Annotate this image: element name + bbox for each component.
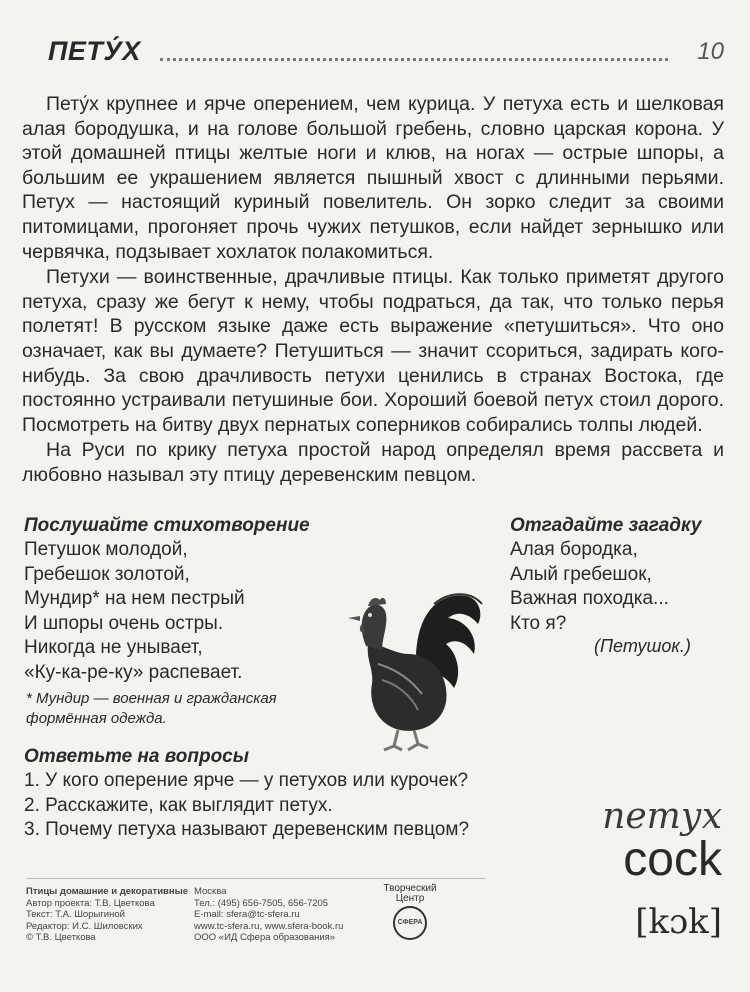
footer-line: © Т.В. Цветкова — [26, 932, 96, 944]
paragraph-1: Пету́х крупнее и ярче оперением, чем курица. У петуха есть и шелковая алая бородушка, и на голове большой гребень, словно царская корона. У этой домашней птицы желтые ноги и клюв, на ногах — острые шпоры, а большим ее украшением является пышный хвост с длинными перьями. Петух — настоящий куриный повелитель. Он зорко следит за своими питомицами, прогоняет прочь чужих петушков, если найдет зернышко или червячка, подзывает хохлаток полакомиться. — [22, 93, 724, 263]
vocab-english-word: cock — [623, 833, 722, 886]
page-number: 10 — [697, 38, 724, 65]
publisher-logo — [370, 884, 450, 934]
footer-series: Птицы домашние и декоративные — [26, 886, 189, 897]
paragraph-3: На Руси по крику петуха простой народ определял время рассвета и любовно называл эту птицу деревенским певцом. — [22, 439, 724, 486]
footer-line: www.tc-sfera.ru, www.sfera-book.ru — [194, 920, 344, 932]
riddle-section — [510, 514, 720, 636]
question-item: 3. Почему петуха называют деревенским певцом? — [24, 819, 470, 840]
poem-line: Петушок молодой, — [24, 539, 188, 560]
footer-line: Москва — [194, 886, 227, 897]
vocab-russian-word: петух — [602, 796, 722, 837]
logo-mark-icon: СФЕРА — [393, 906, 427, 940]
riddle-line: Важная походка... — [510, 588, 669, 609]
footnote — [26, 689, 346, 729]
questions-title: Ответьте на вопросы — [24, 746, 249, 767]
logo-text: Центр — [395, 893, 425, 904]
footer-credits — [26, 886, 194, 944]
page-title: ПЕТУ́Х — [48, 36, 141, 66]
footer-line: Тел.: (495) 656-7505, 656-7205 — [194, 897, 329, 909]
rooster-illustration — [338, 584, 488, 754]
questions-section — [24, 745, 584, 843]
footnote-line: * Мундир — военная и гражданская — [26, 690, 277, 707]
footer-line: E-mail: sfera@tc-sfera.ru — [194, 909, 300, 921]
question-item: 2. Расскажите, как выглядит петух. — [24, 794, 333, 816]
question-item: 1. У кого оперение ярче — у петухов или курочек? — [24, 770, 469, 791]
poem-title: Послушайте стихотворение — [24, 515, 310, 536]
footer-line: Редактор: И.С. Шиловских — [26, 920, 143, 932]
riddle-line: Кто я? — [510, 612, 567, 634]
page-header — [48, 30, 724, 70]
poem-line: И шпоры очень остры. — [24, 612, 224, 634]
title-dotted-leader — [160, 58, 668, 61]
poem-line: Никогда не унывает, — [24, 637, 203, 658]
riddle-title: Отгадайте загадку — [510, 515, 702, 536]
vocab-transcription: [kɔk] — [635, 902, 722, 942]
footer-line: Автор проекта: Т.В. Цветкова — [26, 897, 155, 909]
footer — [26, 878, 486, 944]
riddle-line: Алый гребешок, — [510, 563, 652, 585]
footnote-line: формённая одежда. — [26, 710, 167, 727]
paragraph-2: Петухи — воинственные, драчливые птицы. Как только приметят другого петуха, сразу же бегут к нему, чтобы подраться, да так, что только перья полетят! В русском языке даже есть выражение «петушиться». Что оно означает, как вы думаете? Петушиться — значит ссориться, задирать кого-нибудь. За свою драчливость петухи ценились в странах Востока, где постоянно устраивали петушиные бои. Хороший боевой петух стоил дорого. Посмотреть на битву двух пернатых соперников собирались толпы людей. — [22, 266, 724, 436]
poem-section — [24, 514, 354, 685]
riddle-answer: (Петушок.) — [594, 636, 691, 656]
footer-line: ООО «ИД Сфера образования» — [194, 932, 336, 944]
poem-line: «Ку-ка-ре-ку» распевает. — [24, 661, 243, 683]
poem-line: Гребешок золотой, — [24, 563, 190, 585]
main-text — [22, 92, 724, 488]
footer-contacts — [194, 886, 369, 944]
riddle-line: Алая бородка, — [510, 539, 638, 560]
poem-line: Мундир* на нем пестрый — [24, 588, 245, 609]
logo-text: Творческий — [383, 883, 437, 894]
footer-line: Текст: Т.А. Шорыгиной — [26, 909, 125, 921]
